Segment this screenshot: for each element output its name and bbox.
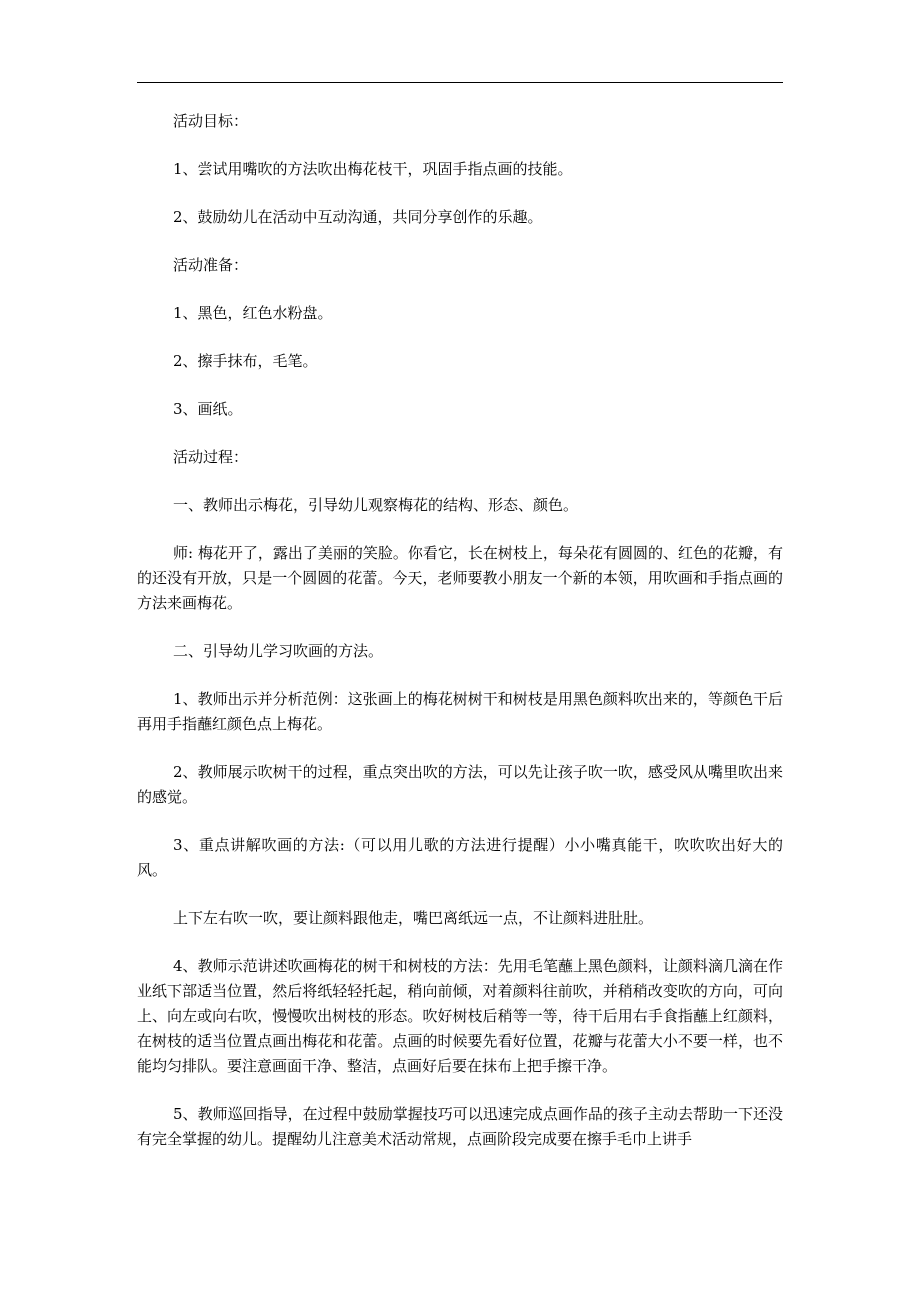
- document-body: [137, 109, 783, 1175]
- teacher-speech: 师: 梅花开了，露出了美丽的笑脸。你看它，长在树枝上，每朵花有圆圆的、红色的花瓣，有的还没有开放，只是一个圆圆的花蕾。今天，老师要教小朋友一个新的本领，用吹画和手指点画的方法来画梅花。: [137, 544, 783, 612]
- process-step-1: 一、教师出示梅花，引导幼儿观察梅花的结构、形态、颜色。: [173, 496, 579, 514]
- header-rule: [137, 82, 783, 83]
- preparation-item-3: 3、画纸。: [173, 400, 243, 418]
- goal-item-1: 1、尝试用嘴吹的方法吹出梅花枝干，巩固手指点画的技能。: [173, 160, 573, 178]
- section-heading-preparation: 活动准备：: [173, 256, 249, 274]
- section-heading-goals: 活动目标：: [173, 112, 249, 130]
- process-substep-1: 1、教师出示并分析范例：这张画上的梅花树树干和树枝是用黑色颜料吹出来的，等颜色干后再用手指蘸红颜色点上梅花。: [137, 690, 783, 733]
- preparation-item-2: 2、擦手抹布，毛笔。: [173, 352, 318, 370]
- process-substep-3: 3、重点讲解吹画的方法:（可以用儿歌的方法进行提醒）小小嘴真能干，吹吹吹出好大的风。: [137, 836, 783, 879]
- goal-item-2: 2、鼓励幼儿在活动中互动沟通，共同分享创作的乐趣。: [173, 208, 543, 226]
- section-heading-process: 活动过程：: [173, 448, 249, 466]
- process-substep-5: 5、教师巡回指导，在过程中鼓励掌握技巧可以迅速完成点画作品的孩子主动去帮助一下还没有完全掌握的幼儿。提醒幼儿注意美术活动常规，点画阶段完成要在擦手毛巾上讲手: [137, 1105, 783, 1148]
- preparation-item-1: 1、黑色，红色水粉盘。: [173, 304, 333, 322]
- process-substep-4: 4、教师示范讲述吹画梅花的树干和树枝的方法：先用毛笔蘸上黑色颜料，让颜料滴几滴在作业纸下部适当位置，然后将纸轻轻托起，稍向前倾，对着颜料往前吹，并稍稍改变吹的方向，可向上、向左或向右吹，慢慢吹出树枝的形态。吹好树枝后稍等一等，待干后用右手食指蘸上红颜料，在树枝的适当位置点画出梅花和花蕾。点画的时候要先看好位置，花瓣与花蕾大小不要一样，也不能均匀排队。要注意画面干净、整洁，点画好后要在抹布上把手擦干净。: [137, 957, 783, 1075]
- rhyme-continuation: 上下左右吹一吹，要让颜料跟他走，嘴巴离纸远一点，不让颜料进肚肚。: [173, 909, 654, 927]
- process-substep-2: 2、教师展示吹树干的过程，重点突出吹的方法，可以先让孩子吹一吹，感受风从嘴里吹出来的感觉。: [137, 763, 783, 806]
- process-step-2: 二、引导幼儿学习吹画的方法。: [173, 642, 384, 660]
